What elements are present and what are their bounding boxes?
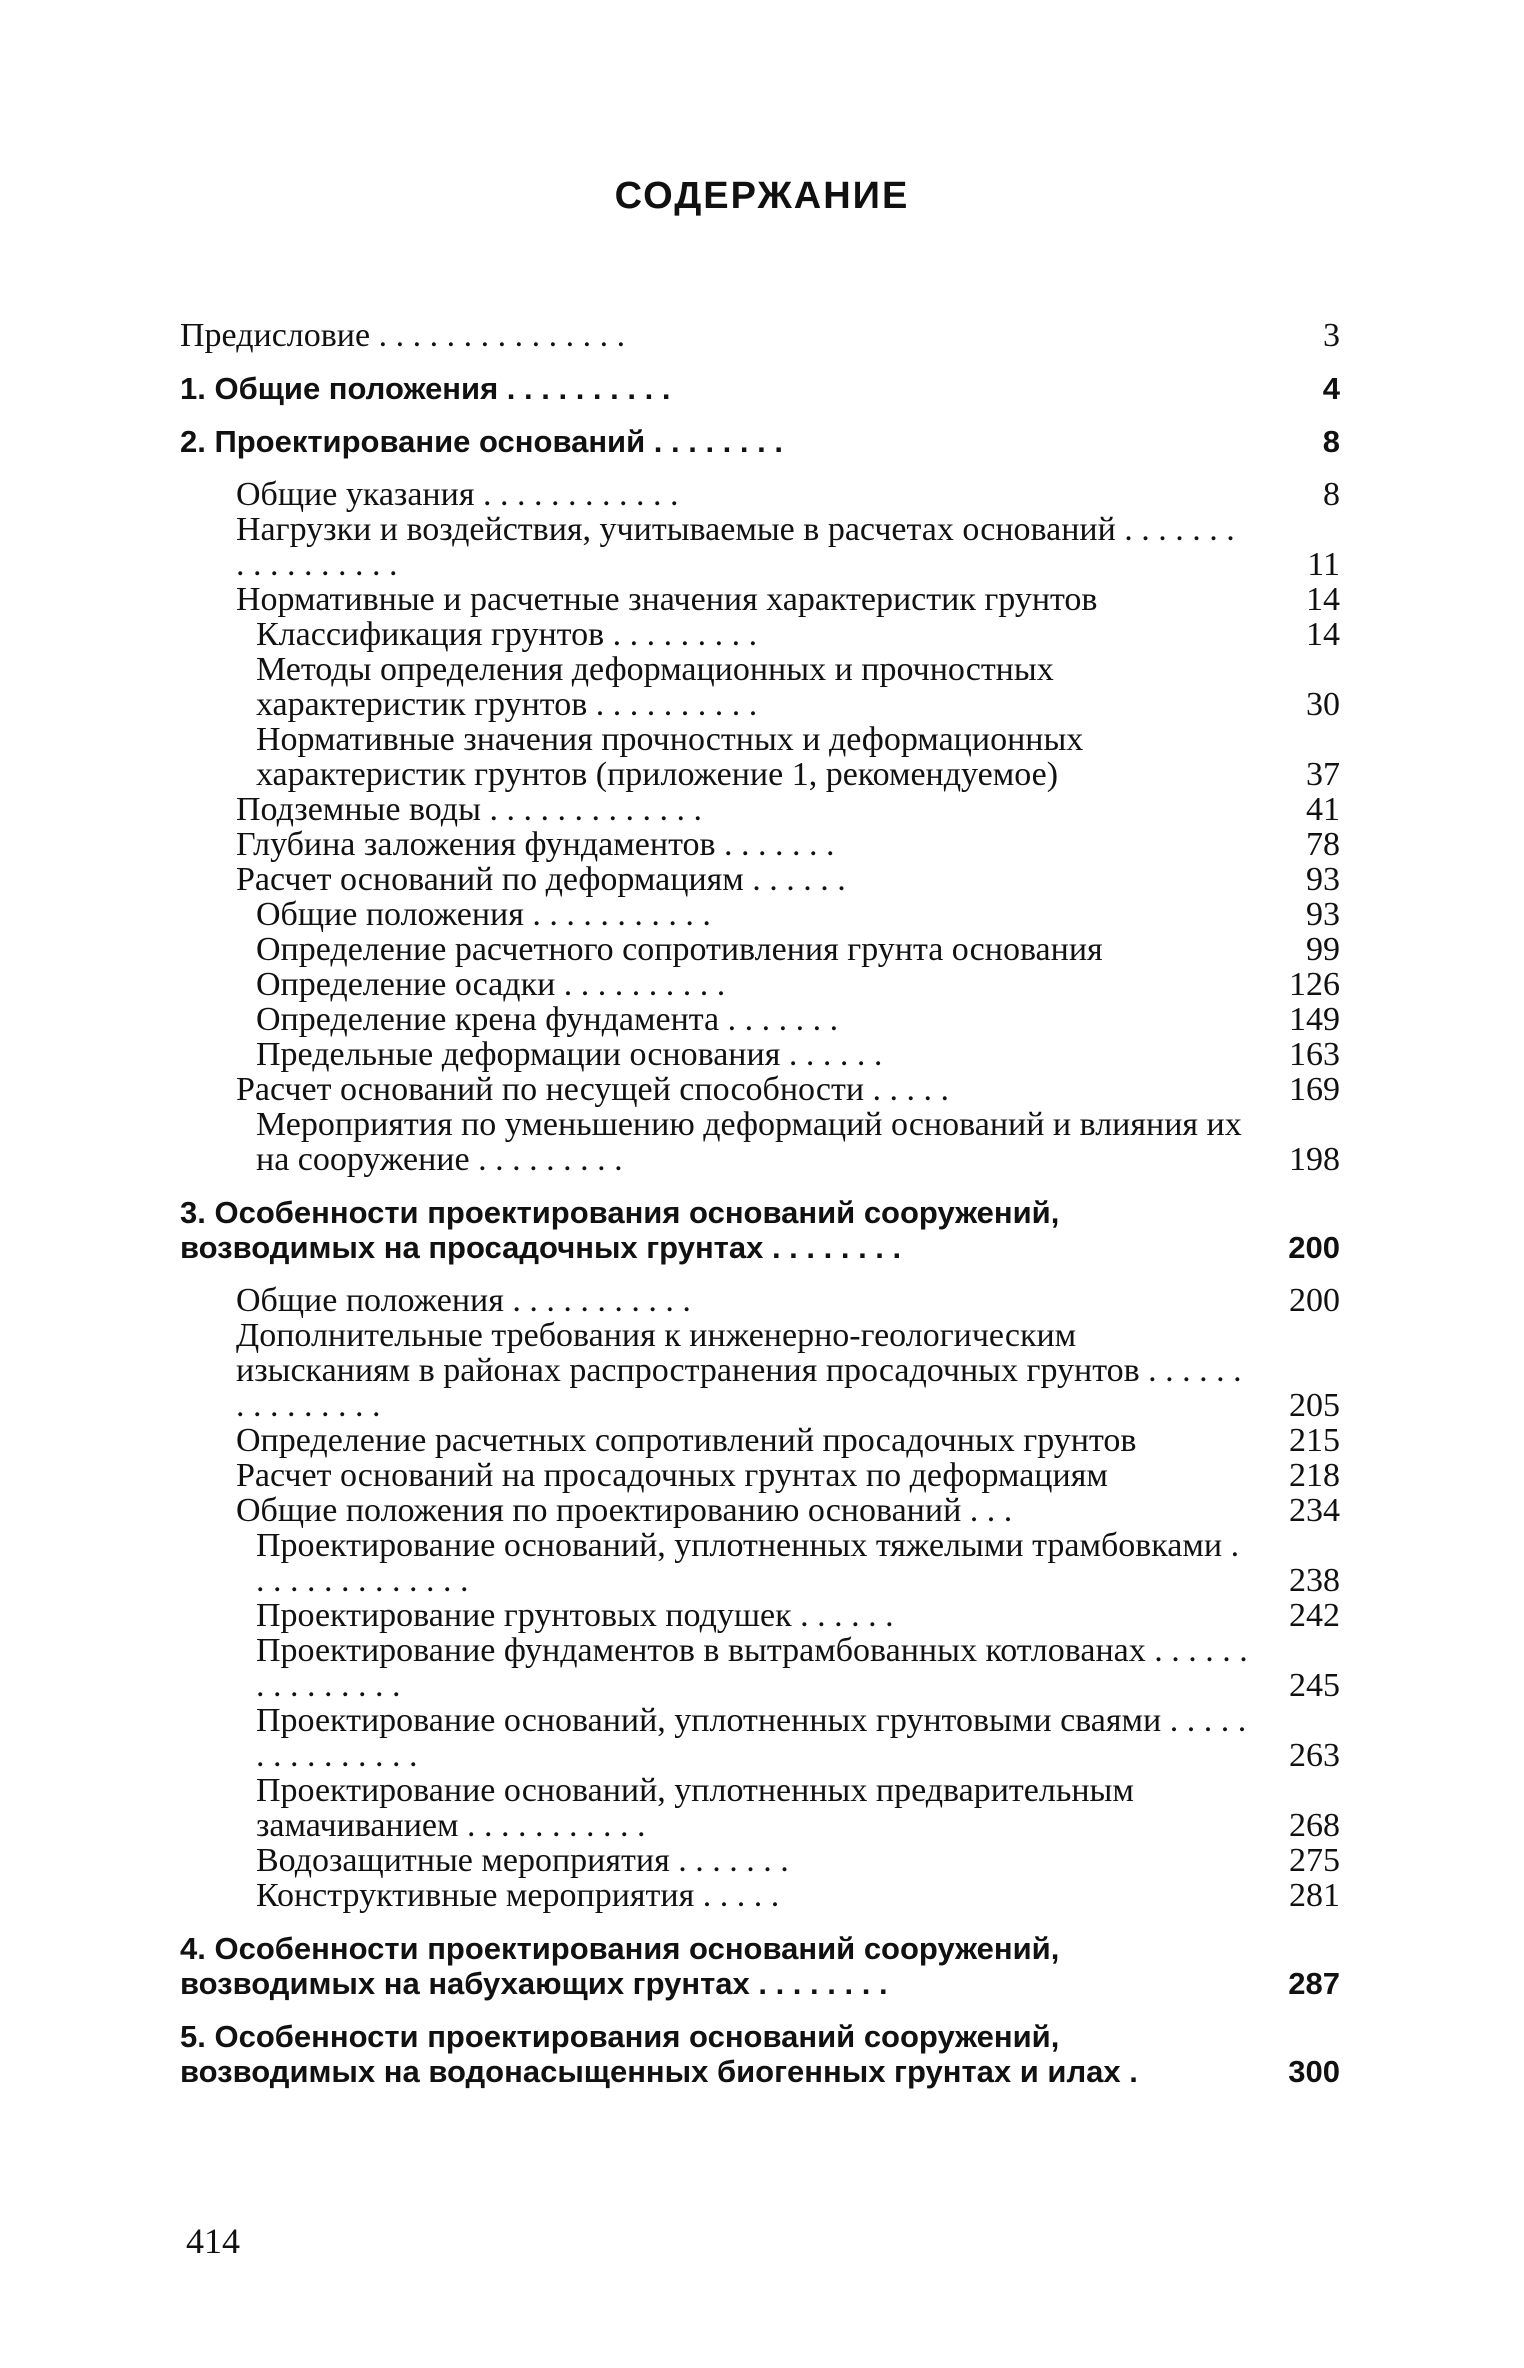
toc-entry-page: 275 <box>1289 1842 1340 1879</box>
toc-entry <box>180 424 1340 459</box>
page-title: СОДЕРЖАНИЕ <box>614 175 910 217</box>
toc-entry-page: 281 <box>1289 1877 1340 1914</box>
toc-entry <box>180 1528 1340 1598</box>
toc-entry-title: Общие положения . . . . . . . . . . . <box>256 896 711 933</box>
toc-entry <box>180 1318 1340 1423</box>
toc-entry-page: 37 <box>1306 756 1340 793</box>
toc-entry <box>180 371 1340 406</box>
toc-entry-page: 263 <box>1289 1737 1340 1774</box>
toc-entry-title: Конструктивные мероприятия . . . . . <box>256 1877 780 1914</box>
toc-entry-page: 93 <box>1306 861 1340 898</box>
toc-entry-title: Дополнительные требования к инженерно-геологическим изысканиям в районах распространения просадочных грунтов . . . . . . . . . . . . . . . <box>236 1317 1242 1424</box>
toc-entry <box>180 792 1340 827</box>
toc-entry <box>180 1773 1340 1843</box>
toc-entry-page: 93 <box>1306 896 1340 933</box>
toc-entry-page: 8 <box>1323 476 1340 513</box>
toc-entry-title: Подземные воды . . . . . . . . . . . . . <box>236 791 702 828</box>
toc-entry-title: 1. Общие положения . . . . . . . . . . <box>180 371 671 406</box>
toc-entry-page: 30 <box>1306 686 1340 723</box>
toc-entry-title: Определение крена фундамента . . . . . . . <box>256 1001 839 1038</box>
toc-entry-page: 245 <box>1289 1667 1340 1704</box>
toc-entry <box>180 1072 1340 1107</box>
toc-entry-page: 238 <box>1289 1562 1340 1599</box>
toc-entry <box>180 1283 1340 1318</box>
toc-entry-title: 4. Особенности проектирования оснований сооружений, возводимых на набухающих грунтах . . . . . . . . <box>180 1931 1060 2001</box>
toc-entry-title: Нормативные и расчетные значения характеристик грунтов <box>236 581 1098 618</box>
toc-entry-page: 200 <box>1288 1230 1340 1265</box>
toc-entry-page: 149 <box>1289 1001 1340 1038</box>
toc-entry-page: 300 <box>1288 2054 1340 2089</box>
toc-entry-page: 11 <box>1307 546 1340 583</box>
toc-entry-page: 126 <box>1289 966 1340 1003</box>
toc-entry <box>180 477 1340 512</box>
toc-entry-title: Водозащитные мероприятия . . . . . . . <box>256 1842 789 1879</box>
toc-entry <box>180 932 1340 967</box>
toc-entry-title: Расчет оснований по несущей способности . . . . . <box>236 1071 950 1108</box>
toc-entry <box>180 1107 1340 1177</box>
toc-entry <box>180 512 1340 582</box>
toc-entry-title: Проектирование оснований, уплотненных грунтовыми сваями . . . . . . . . . . . . . . . <box>256 1702 1247 1774</box>
toc-entry <box>180 1878 1340 1913</box>
toc-entry-page: 198 <box>1289 1141 1340 1178</box>
toc-entry <box>180 1931 1340 2001</box>
toc-entry-title: Проектирование оснований, уплотненных предварительным замачиванием . . . . . . . . . . . <box>256 1772 1134 1844</box>
toc-entry-title: Общие положения . . . . . . . . . . . <box>236 1282 691 1319</box>
toc-entry-page: 3 <box>1323 317 1340 354</box>
toc-entry <box>180 722 1340 792</box>
page-number: 414 <box>186 2221 240 2261</box>
toc-entry <box>180 2019 1340 2089</box>
toc-entry-page: 218 <box>1289 1457 1340 1494</box>
toc-entry-page: 78 <box>1306 826 1340 863</box>
toc-entry <box>180 1423 1340 1458</box>
toc-entry <box>180 1002 1340 1037</box>
toc-entry-page: 14 <box>1306 581 1340 618</box>
toc-entry-page: 215 <box>1289 1422 1340 1459</box>
toc-entry <box>180 1633 1340 1703</box>
toc-entry <box>180 862 1340 897</box>
toc-entry-title: Проектирование фундаментов в вытрамбованных котлованах . . . . . . . . . . . . . . . <box>256 1632 1248 1704</box>
toc-entry-page: 242 <box>1289 1597 1340 1634</box>
toc-entry-title: Расчет оснований на просадочных грунтах по деформациям <box>236 1457 1108 1494</box>
toc-entry-title: 5. Особенности проектирования оснований сооружений, возводимых на водонасыщенных биогенных грунтах и илах . <box>180 2019 1138 2089</box>
toc-entry-page: 169 <box>1289 1071 1340 1108</box>
toc-entry-page: 8 <box>1322 424 1340 459</box>
toc-entry <box>180 1703 1340 1773</box>
toc-entry <box>180 1843 1340 1878</box>
toc-entry-title: Мероприятия по уменьшению деформаций оснований и влияния их на сооружение . . . . . . . . . <box>256 1106 1242 1178</box>
toc-entry <box>180 617 1340 652</box>
toc-entry <box>180 1493 1340 1528</box>
toc-entry <box>180 652 1340 722</box>
toc-entry-page: 163 <box>1289 1036 1340 1073</box>
toc-entry-title: Нагрузки и воздействия, учитываемые в расчетах оснований . . . . . . . . . . . . . . . . . <box>236 511 1235 583</box>
toc-entry <box>180 582 1340 617</box>
toc-entry <box>180 1598 1340 1633</box>
toc-entry-page: 14 <box>1306 616 1340 653</box>
toc-entry-title: Общие положения по проектированию оснований . . . <box>236 1492 1013 1529</box>
toc-entry-title: Расчет оснований по деформациям . . . . . . <box>236 861 846 898</box>
toc-entry-title: 3. Особенности проектирования оснований сооружений, возводимых на просадочных грунтах . . . . . . . . <box>180 1195 1060 1265</box>
toc-entry <box>180 1195 1340 1265</box>
toc-entry-page: 41 <box>1306 791 1340 828</box>
toc-entry-title: Предисловие . . . . . . . . . . . . . . . <box>180 317 626 354</box>
toc-entry-title: Определение расчетного сопротивления грунта основания <box>256 931 1103 968</box>
toc-entry-page: 99 <box>1306 931 1340 968</box>
toc-entry <box>180 318 1340 353</box>
toc-entry-page: 234 <box>1289 1492 1340 1529</box>
toc-entry <box>180 1037 1340 1072</box>
toc-entry <box>180 1458 1340 1493</box>
toc-entry-title: Глубина заложения фундаментов . . . . . . . <box>236 826 835 863</box>
toc-entry-title: Проектирование грунтовых подушек . . . . . . <box>256 1597 894 1634</box>
toc-entry-page: 287 <box>1288 1966 1340 2001</box>
toc-entry-title: Нормативные значения прочностных и деформационных характеристик грунтов (приложение 1, рекомендуемое) <box>256 721 1084 793</box>
toc-entry-title: 2. Проектирование оснований . . . . . . . . <box>180 424 783 459</box>
toc-entry-page: 4 <box>1322 371 1340 406</box>
toc-entry-page: 205 <box>1289 1387 1340 1424</box>
toc-entry-title: Определение расчетных сопротивлений просадочных грунтов <box>236 1422 1137 1459</box>
toc-entry-page: 200 <box>1289 1282 1340 1319</box>
toc-entry-title: Общие указания . . . . . . . . . . . . <box>236 476 679 513</box>
toc-entry-title: Определение осадки . . . . . . . . . . <box>256 966 726 1003</box>
toc-entry-title: Методы определения деформационных и прочностных характеристик грунтов . . . . . . . . . . <box>256 651 1054 723</box>
table-of-contents <box>180 318 1340 2089</box>
toc-entry-title: Предельные деформации основания . . . . . . <box>256 1036 883 1073</box>
toc-entry-title: Классификация грунтов . . . . . . . . . <box>256 616 758 653</box>
toc-entry <box>180 827 1340 862</box>
toc-entry <box>180 897 1340 932</box>
toc-entry-page: 268 <box>1289 1807 1340 1844</box>
toc-entry <box>180 967 1340 1002</box>
toc-entry-title: Проектирование оснований, уплотненных тяжелыми трамбовками . . . . . . . . . . . . . . <box>256 1527 1240 1599</box>
